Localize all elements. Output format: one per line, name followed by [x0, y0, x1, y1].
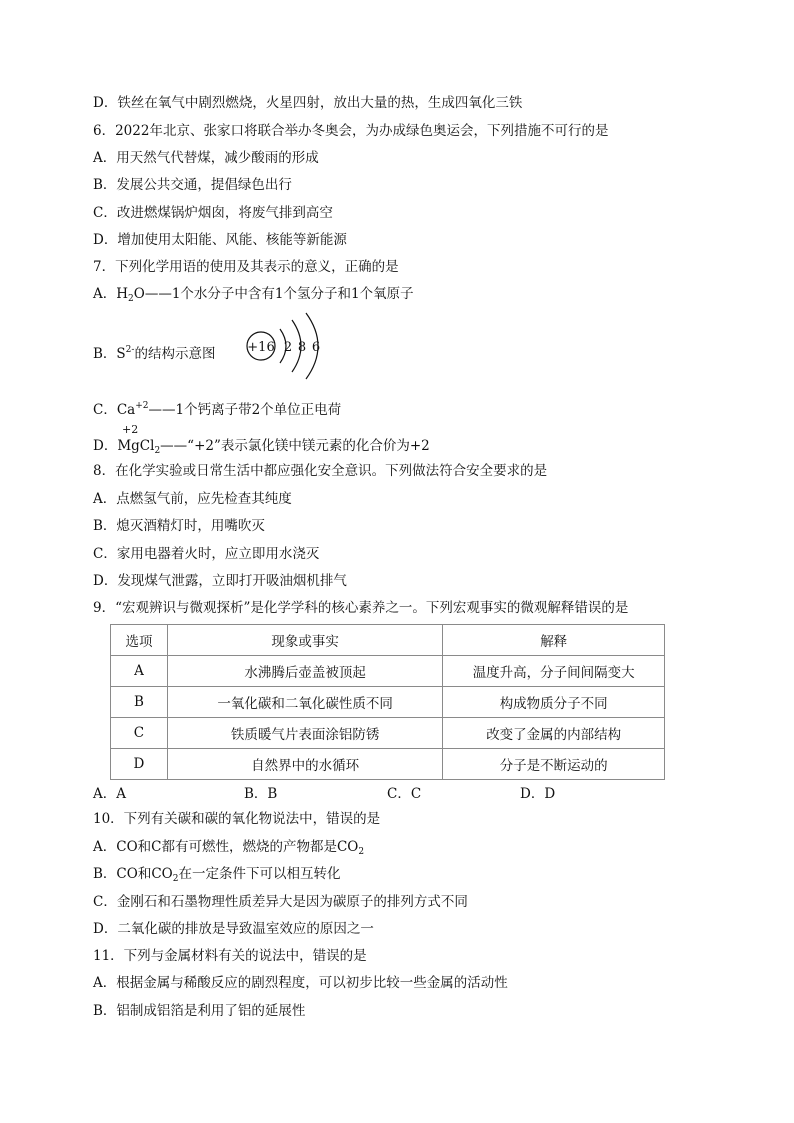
q7d-subscript: 2 [154, 446, 161, 456]
q7c-prefix: C．Ca [93, 402, 136, 418]
question-5-option-d: D．铁丝在氧气中剧烈燃烧，火星四射，放出大量的热，生成四氧化三铁 [93, 95, 523, 111]
table-row [111, 656, 665, 687]
table-cell-explanation: 温度升高，分子间间隔变大 [443, 656, 665, 687]
question-6-option-a: A．用天然气代替煤，减少酸雨的形成 [93, 150, 319, 166]
q7c-superscript: +2 [135, 401, 149, 411]
table-cell-option: A [111, 656, 168, 687]
q7c-rest: ——1个钙离子带2个单位正电荷 [148, 402, 342, 418]
question-9-option-c: C．C [387, 786, 422, 802]
table-header-row [111, 625, 665, 656]
question-11-option-a: A．根据金属与稀酸反应的剧烈程度，可以初步比较一些金属的活动性 [93, 975, 508, 991]
table-cell-option: C [111, 718, 168, 749]
sulfur-ion-structure-diagram [244, 311, 334, 383]
table-cell-phenomenon: 自然界中的水循环 [167, 749, 442, 780]
question-7-stem: 7．下列化学用语的使用及其表示的意义，正确的是 [93, 259, 399, 275]
table-cell-explanation: 构成物质分子不同 [443, 687, 665, 718]
question-11-option-b: B．铝制成铝箔是利用了铝的延展性 [93, 1003, 306, 1019]
question-7-option-a [93, 284, 414, 309]
question-8-option-a: A．点燃氢气前，应先检查其纯度 [93, 491, 292, 507]
table-cell-explanation: 分子是不断运动的 [443, 749, 665, 780]
q7b-rest: 的结构示意图 [134, 346, 216, 362]
table-cell-explanation: 改变了金属的内部结构 [443, 718, 665, 749]
question-7-option-c [93, 396, 341, 420]
table-row [111, 718, 665, 749]
question-9-stem: 9．“宏观辨识与微观探析”是化学学科的核心素养之一。下列宏观事实的微观解释错误的是 [93, 600, 629, 616]
question-6-option-d: D．增加使用太阳能、风能、核能等新能源 [93, 232, 347, 248]
question-9-option-b: B．B [244, 786, 278, 802]
q7a-subscript: 2 [128, 294, 134, 304]
q7a-prefix: A．H [93, 286, 129, 302]
q7d-rest: ——“+2”表示氯化镁中镁元素的化合价为+2 [160, 438, 430, 454]
question-10-option-a [93, 837, 364, 862]
nucleus-charge: +16 [247, 340, 275, 355]
question-7-option-d [93, 423, 430, 461]
question-10-option-b [93, 864, 340, 889]
question-7-option-b [93, 340, 215, 364]
q10b-prefix: B．CO和CO [93, 866, 173, 882]
shell-2-electrons: 8 [297, 340, 307, 355]
q10b-subscript: 2 [172, 874, 179, 884]
q10a-subscript: 2 [358, 847, 365, 857]
header-cell-phenomenon: 现象或事实 [167, 625, 442, 656]
question-10-stem: 10．下列有关碳和碳的氧化物说法中，错误的是 [93, 811, 381, 827]
question-11-stem: 11．下列与金属材料有关的说法中，错误的是 [93, 948, 367, 964]
question-10-option-c: C．金刚石和石墨物理性质差异大是因为碳原子的排列方式不同 [93, 894, 468, 910]
header-cell-option: 选项 [111, 625, 168, 656]
q7b-superscript: 2- [125, 345, 135, 355]
q10a-prefix: A．CO和C都有可燃性，燃烧的产物都是CO [93, 839, 359, 855]
shell-3-electrons: 6 [311, 340, 321, 355]
question-6-stem: 6．2022年北京、张家口将联合举办冬奥会，为办成绿色奥运会，下列措施不可行的是 [93, 123, 609, 139]
table-cell-phenomenon: 铁质暖气片表面涂铝防锈 [167, 718, 442, 749]
question-10-option-d: D．二氧化碳的排放是导致温室效应的原因之一 [93, 921, 374, 937]
question-6-option-c: C．改进燃煤锅炉烟囱，将废气排到高空 [93, 205, 333, 221]
q10b-rest: 在一定条件下可以相互转化 [178, 866, 341, 882]
question-8-option-d: D．发现煤气泄露，立即打开吸油烟机排气 [93, 573, 347, 589]
q7a-rest: O——1个水分子中含有1个氢分子和1个氧原子 [133, 286, 414, 302]
q7d-prefix: D．MgCl [93, 438, 155, 454]
table-row [111, 687, 665, 718]
table-row [111, 749, 665, 780]
q7b-prefix: B．S [93, 346, 126, 362]
question-8-stem: 8．在化学实验或日常生活中都应强化安全意识。下列做法符合安全要求的是 [93, 463, 548, 479]
question-6-option-b: B．发展公共交通，提倡绿色出行 [93, 177, 292, 193]
question-9-option-a: A．A [93, 786, 126, 802]
question-9-option-d: D．D [520, 786, 556, 802]
table-cell-option: D [111, 749, 168, 780]
table-cell-phenomenon: 一氧化碳和二氧化碳性质不同 [167, 687, 442, 718]
header-cell-explanation: 解释 [443, 625, 665, 656]
table-cell-option: B [111, 687, 168, 718]
table-cell-phenomenon: 水沸腾后壶盖被顶起 [167, 656, 442, 687]
shell-1-electrons: 2 [283, 340, 293, 355]
q7d-valence-mark: +2 [122, 423, 139, 436]
question-8-option-c: C．家用电器着火时，应立即用水浇灭 [93, 546, 320, 562]
question-8-option-b: B．熄灭酒精灯时，用嘴吹灭 [93, 518, 265, 534]
question-9-table [110, 624, 665, 780]
